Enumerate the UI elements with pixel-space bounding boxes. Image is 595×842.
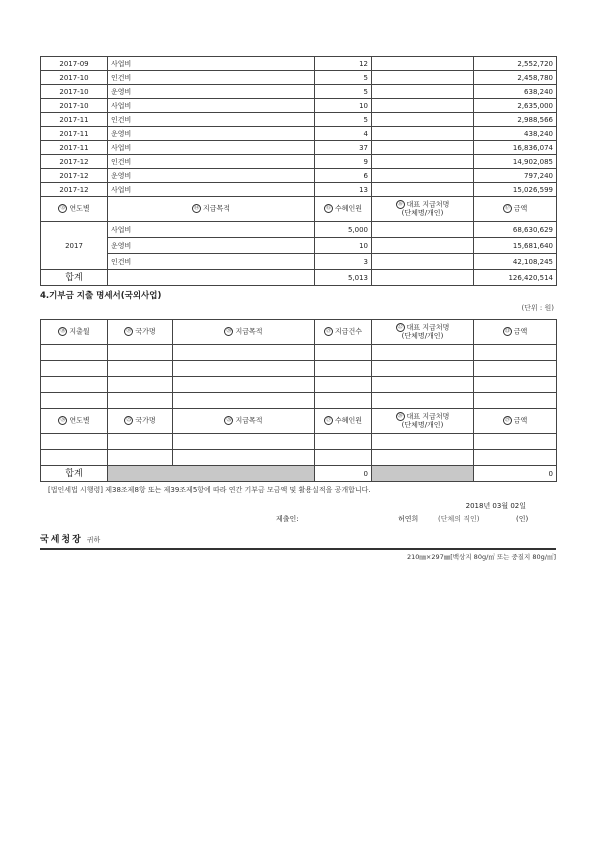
- recipient-cell: [372, 127, 474, 141]
- recipient-cell: [372, 99, 474, 113]
- table-row: [41, 85, 557, 99]
- period-cell: 2017-12: [41, 169, 108, 183]
- paper-spec: 210㎜×297㎜[백상지 80g/㎡ 또는 중질지 80g/㎡]: [406, 553, 556, 561]
- amount-cell: 638,240: [474, 85, 557, 99]
- amount-cell: 797,240: [474, 169, 557, 183]
- total-count: 0: [315, 466, 372, 482]
- header-year: ㉔ 연도별: [41, 409, 108, 434]
- recipient-cell: [372, 141, 474, 155]
- table-row: [41, 71, 557, 85]
- period-cell: 2017-11: [41, 113, 108, 127]
- overseas-total-row: [41, 466, 557, 482]
- header-purpose: ⑳ 지급목적: [173, 320, 315, 345]
- recipient-cell: [372, 222, 474, 238]
- header-amount: ㉓ 금액: [474, 320, 557, 345]
- purpose-cell: 운영비: [108, 169, 315, 183]
- count-cell: 5: [315, 113, 372, 127]
- period-cell: 2017-12: [41, 183, 108, 197]
- header-purpose: ⑭ 지급목적: [108, 197, 315, 222]
- header-beneficiaries: ㉗ 수혜인원: [315, 409, 372, 434]
- summary-header-row: [41, 197, 557, 222]
- unit-label: (단위 : 원): [521, 304, 554, 312]
- count-cell: 10: [315, 238, 372, 254]
- total-grey-cell: [372, 466, 474, 482]
- overseas-summary-header-row: [41, 409, 557, 434]
- total-blank: [108, 270, 315, 286]
- submission-date: 2018년 03월 02일: [465, 502, 526, 510]
- recipient-cell: [372, 155, 474, 169]
- total-grey-cell: [108, 466, 315, 482]
- table-row: [41, 183, 557, 197]
- table-row: [41, 345, 557, 361]
- header-recipient: ㉘ 대표 지급처명 (단체명/개인): [372, 409, 474, 434]
- table-row: [41, 393, 557, 409]
- period-cell: 2017-11: [41, 127, 108, 141]
- recipient-cell: [372, 238, 474, 254]
- header-country: ㉕ 국가명: [108, 409, 173, 434]
- recipient-cell: [372, 71, 474, 85]
- period-cell: 2017-12: [41, 155, 108, 169]
- count-cell: 3: [315, 254, 372, 270]
- header-recipient: ㉒ 대표 지급처명 (단체명/개인): [372, 320, 474, 345]
- recipient-cell: [372, 57, 474, 71]
- legal-notice: [법인세법 시행령] 제38조제8항 또는 제39조제5항에 따라 연간 기부금 모금액 및 활용실적을 공개합니다.: [48, 486, 371, 494]
- period-cell: 2017-09: [41, 57, 108, 71]
- purpose-cell: 사업비: [108, 99, 315, 113]
- count-cell: 6: [315, 169, 372, 183]
- recipient-cell: [372, 113, 474, 127]
- count-cell: 4: [315, 127, 372, 141]
- count-cell: 12: [315, 57, 372, 71]
- header-recipient: ⑯ 대표 지급처명 (단체명/개인): [372, 197, 474, 222]
- amount-cell: 15,681,640: [474, 238, 557, 254]
- table-row: [41, 361, 557, 377]
- purpose-cell: 운영비: [108, 127, 315, 141]
- recipient-cell: [372, 183, 474, 197]
- addressee: 국세청장 귀하: [40, 535, 101, 545]
- recipient-cell: [372, 254, 474, 270]
- amount-cell: 42,108,245: [474, 254, 557, 270]
- count-cell: 5: [315, 85, 372, 99]
- recipient-cell: [372, 85, 474, 99]
- amount-cell: 2,458,780: [474, 71, 557, 85]
- table-row: [41, 57, 557, 71]
- amount-cell: 2,635,000: [474, 99, 557, 113]
- purpose-cell: 인건비: [108, 71, 315, 85]
- amount-cell: 15,026,599: [474, 183, 557, 197]
- purpose-cell: 사업비: [108, 222, 315, 238]
- header-month: ⑱ 지출월: [41, 320, 108, 345]
- table-row: [41, 169, 557, 183]
- amount-cell: 438,240: [474, 127, 557, 141]
- table-row: [41, 127, 557, 141]
- header-count: ㉑ 지급건수: [315, 320, 372, 345]
- purpose-cell: 운영비: [108, 238, 315, 254]
- header-beneficiaries: ⑮ 수혜인원: [315, 197, 372, 222]
- count-cell: 37: [315, 141, 372, 155]
- table-row: [41, 141, 557, 155]
- total-label: 합계: [41, 270, 108, 286]
- total-count: 5,013: [315, 270, 372, 286]
- divider: [40, 548, 556, 550]
- table-row: [41, 377, 557, 393]
- overseas-header-row: [41, 320, 557, 345]
- summary-row: [41, 222, 557, 238]
- total-blank: [372, 270, 474, 286]
- count-cell: 9: [315, 155, 372, 169]
- header-year: ⑬ 연도별: [41, 197, 108, 222]
- period-cell: 2017-10: [41, 71, 108, 85]
- summary-row: [41, 238, 557, 254]
- total-row: [41, 270, 557, 286]
- section-4-title: 4.기부금 지출 명세서(국외사업): [40, 291, 162, 301]
- header-country: ⑲ 국가명: [108, 320, 173, 345]
- domestic-expenditure-table: [40, 56, 557, 286]
- amount-cell: 16,836,074: [474, 141, 557, 155]
- submitter-name: 허연희: [398, 515, 419, 523]
- header-purpose: ㉖ 지급목적: [173, 409, 315, 434]
- purpose-cell: 사업비: [108, 141, 315, 155]
- amount-cell: 2,552,720: [474, 57, 557, 71]
- purpose-cell: 운영비: [108, 85, 315, 99]
- period-cell: 2017-10: [41, 99, 108, 113]
- recipient-cell: [372, 169, 474, 183]
- amount-cell: 14,902,085: [474, 155, 557, 169]
- count-cell: 5,000: [315, 222, 372, 238]
- overseas-expenditure-table: [40, 319, 557, 482]
- table-row: [41, 113, 557, 127]
- table-row: [41, 450, 557, 466]
- table-row: [41, 434, 557, 450]
- count-cell: 13: [315, 183, 372, 197]
- count-cell: 10: [315, 99, 372, 113]
- submitter-role: (단체의 직인): [438, 515, 480, 523]
- purpose-cell: 인건비: [108, 155, 315, 169]
- submitter-label: 제출인:: [276, 515, 299, 523]
- total-amount: 126,420,514: [474, 270, 557, 286]
- summary-row: [41, 254, 557, 270]
- count-cell: 5: [315, 71, 372, 85]
- purpose-cell: 사업비: [108, 183, 315, 197]
- total-label: 합계: [41, 466, 108, 482]
- amount-cell: 68,630,629: [474, 222, 557, 238]
- table-row: [41, 155, 557, 169]
- seal-mark: (인): [516, 515, 529, 523]
- header-amount: ⑰ 금액: [474, 197, 557, 222]
- table-row: [41, 99, 557, 113]
- purpose-cell: 사업비: [108, 57, 315, 71]
- purpose-cell: 인건비: [108, 113, 315, 127]
- period-cell: 2017-10: [41, 85, 108, 99]
- purpose-cell: 인건비: [108, 254, 315, 270]
- period-cell: 2017-11: [41, 141, 108, 155]
- total-amount: 0: [474, 466, 557, 482]
- submitter-line: [40, 514, 556, 526]
- report-page: [40, 56, 556, 561]
- year-cell: 2017: [41, 222, 108, 270]
- amount-cell: 2,988,566: [474, 113, 557, 127]
- header-amount: ㉙ 금액: [474, 409, 557, 434]
